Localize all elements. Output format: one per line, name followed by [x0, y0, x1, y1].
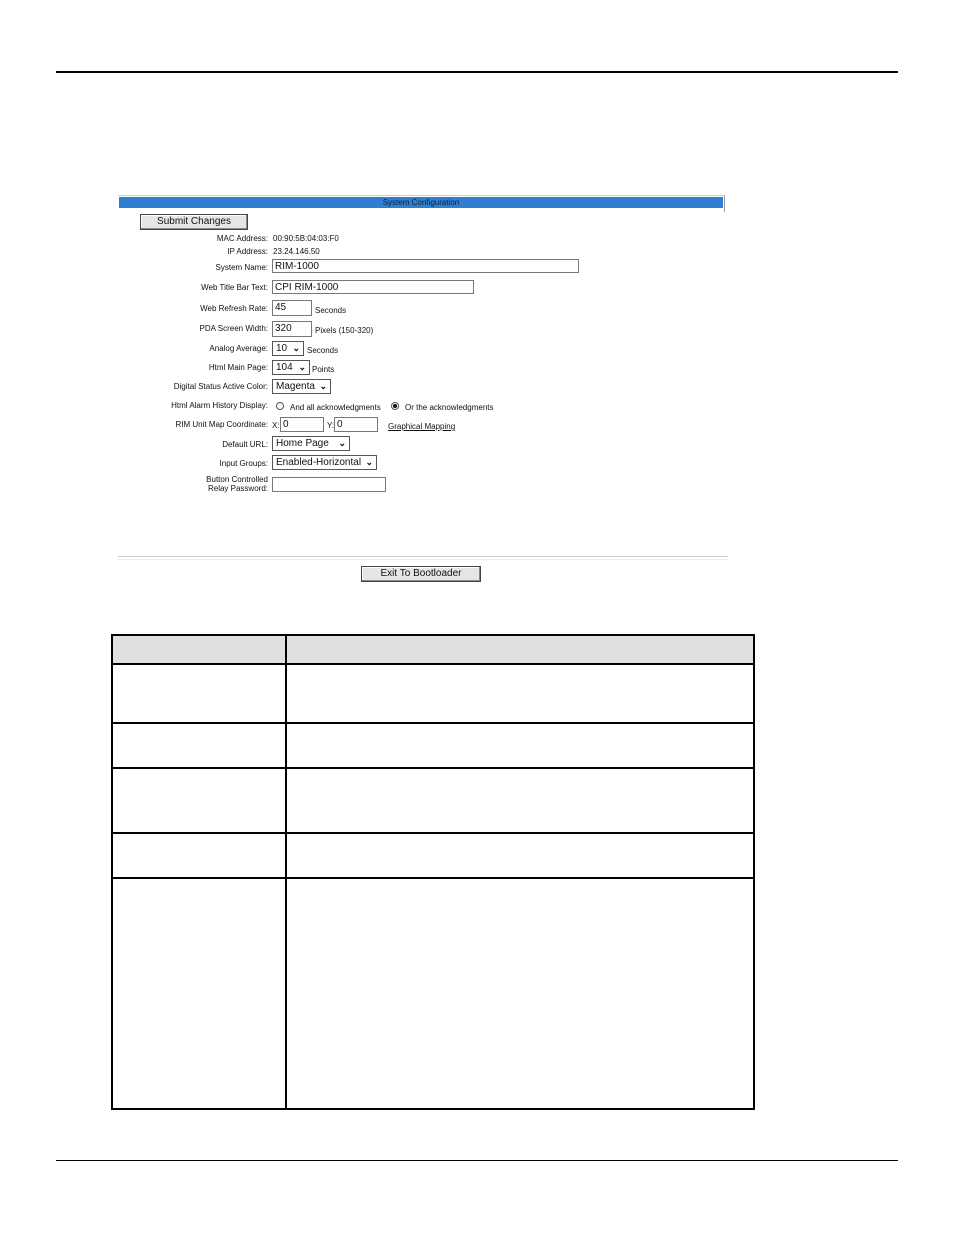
chevron-down-icon: ⌄ — [365, 457, 373, 467]
default-url-select[interactable] — [272, 436, 350, 451]
refresh-rate-input[interactable]: 45 — [272, 300, 312, 316]
alarm-history-all-label: And all acknowledgments — [290, 403, 381, 412]
refresh-rate-label: Web Refresh Rate: — [200, 304, 268, 313]
map-x-label: X: — [272, 421, 280, 430]
chevron-down-icon: ⌄ — [292, 343, 300, 353]
panel-divider — [118, 556, 728, 560]
map-y-label: Y: — [327, 421, 335, 430]
default-url-label: Default URL: — [222, 440, 268, 449]
input-groups-label: Input Groups: — [219, 459, 268, 468]
analog-average-select[interactable] — [272, 341, 304, 356]
ip-address-value: 23.24.146.50 — [273, 247, 320, 256]
alarm-history-label: Html Alarm History Display: — [171, 401, 268, 410]
pda-width-unit: Pixels (150-320) — [315, 326, 374, 335]
map-coordinate-label: RIM Unit Map Coordinate: — [175, 420, 268, 429]
pda-width-label: PDA Screen Width: — [199, 324, 268, 333]
settings-table — [111, 634, 755, 1110]
submit-changes-button[interactable]: Submit Changes — [140, 214, 248, 230]
system-name-label: System Name: — [215, 263, 268, 272]
graphical-mapping-link[interactable]: Graphical Mapping — [388, 422, 456, 431]
digital-color-value: Magenta — [276, 381, 315, 392]
bottom-rule — [56, 1160, 898, 1161]
web-title-input[interactable]: CPI RIM-1000 — [272, 280, 474, 294]
pda-width-input[interactable]: 320 — [272, 321, 312, 337]
refresh-rate-unit: Seconds — [315, 306, 347, 315]
html-main-page-select[interactable] — [272, 360, 310, 375]
alarm-history-all-radio[interactable] — [276, 402, 284, 410]
top-rule — [56, 71, 898, 73]
chevron-down-icon: ⌄ — [338, 438, 346, 448]
alarm-history-the-label: Or the acknowledgments — [405, 403, 494, 412]
html-main-page-value: 104 — [276, 362, 293, 373]
mac-address-value: 00:90:5B:04:03:F0 — [273, 234, 339, 243]
relay-password-input[interactable] — [272, 477, 386, 492]
web-title-label: Web Title Bar Text: — [201, 283, 268, 292]
panel-title: System Configuration — [119, 197, 723, 208]
digital-color-label: Digital Status Active Color: — [173, 382, 268, 391]
ip-address-label: IP Address: — [227, 247, 268, 256]
default-url-value: Home Page — [276, 438, 329, 449]
alarm-history-the-radio[interactable] — [391, 402, 399, 410]
input-groups-value: Enabled-Horizontal — [276, 457, 362, 468]
analog-average-label: Analog Average: — [209, 344, 268, 353]
relay-password-label-line2: Relay Password: — [207, 484, 268, 493]
analog-average-value: 10 — [276, 343, 288, 354]
table-row-line — [113, 877, 753, 879]
exit-to-bootloader-button[interactable]: Exit To Bootloader — [361, 566, 481, 582]
html-main-page-unit: Points — [312, 365, 335, 374]
chevron-down-icon: ⌄ — [319, 381, 327, 391]
table-row-line — [113, 722, 753, 724]
mac-address-label: MAC Address: — [216, 234, 268, 243]
table-row-line — [113, 832, 753, 834]
table-header-row — [113, 636, 753, 665]
input-groups-select[interactable] — [272, 455, 377, 470]
html-main-page-label: Html Main Page: — [208, 363, 268, 372]
relay-password-label-line1: Button Controlled — [206, 475, 268, 484]
system-name-input[interactable]: RIM-1000 — [272, 259, 579, 273]
table-row-line — [113, 767, 753, 769]
analog-average-unit: Seconds — [307, 346, 339, 355]
map-x-input[interactable]: 0 — [280, 417, 324, 432]
table-column-divider — [285, 636, 287, 1108]
map-y-input[interactable]: 0 — [334, 417, 378, 432]
chevron-down-icon: ⌄ — [298, 362, 306, 372]
system-configuration-panel — [118, 195, 730, 587]
digital-color-select[interactable] — [272, 379, 331, 394]
